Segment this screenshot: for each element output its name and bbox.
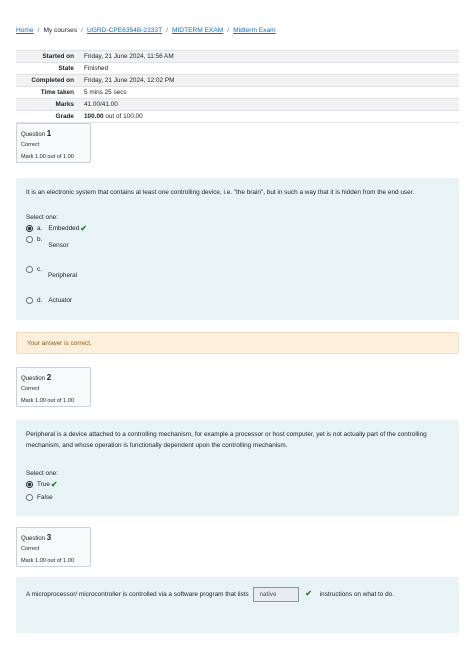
question-state: Correct [21,546,40,552]
answer-option-a[interactable] [26,224,449,235]
radio-button[interactable] [26,297,33,304]
select-one-prompt: Select one: [26,213,58,221]
answer-option-c[interactable] [26,265,449,282]
option-letter: d. [37,296,43,304]
summary-value: Friday, 21 June 2024, 12:02 PM [84,77,175,84]
question-2-info [16,367,91,407]
summary-row-grade [16,111,459,123]
breadcrumb-separator: / [81,27,83,34]
attempt-summary-table [16,50,459,123]
option-text: Peripheral [47,272,78,279]
summary-row-started [16,51,459,63]
question-number: Question 3 [21,533,52,542]
question-mark: Mark 1.00 out of 1.00 [21,398,74,404]
question-text [26,586,449,602]
question-3-formulation [16,577,459,633]
question-mark: Mark 1.00 out of 1.00 [21,154,74,160]
summary-label: Marks [55,101,74,108]
summary-label: State [58,65,74,72]
summary-label: Grade [55,113,74,120]
correct-check-icon: ✔ [80,224,87,233]
answer-input-field[interactable]: native [253,587,299,602]
answer-option-b[interactable] [26,235,449,252]
grade-value: 100.00 [84,113,104,120]
breadcrumb-section-link[interactable]: MIDTERM EXAM [171,27,224,34]
summary-label: Started on [42,53,74,60]
question-1-info [16,123,91,163]
radio-button[interactable] [26,266,33,273]
option-letter: a. [37,225,43,232]
radio-button-selected[interactable] [26,481,33,488]
breadcrumb-course-link[interactable]: UGRD-CPE6354B-2333T [87,27,163,34]
question-state: Correct [21,386,40,392]
option-text: False [37,494,53,501]
question-mark: Mark 1.00 out of 1.00 [21,558,74,564]
breadcrumb-my-courses: My courses [43,27,78,34]
breadcrumb-separator: / [166,27,168,34]
summary-value: Friday, 21 June 2024, 11:56 AM [84,53,174,60]
summary-row-state [16,63,459,75]
summary-label: Completed on [31,77,74,84]
question-text: Peripheral is a device attached to a controlling mechanism, for example a processor or host computer, yet is not actually part of the controlling mechanism, and whose operation is functionally dependent upon the controlling mechanism. [26,431,427,449]
summary-row-marks [16,99,459,111]
breadcrumb-separator: / [37,27,40,34]
breadcrumb-home-link[interactable]: Home [16,27,34,34]
summary-row-time-taken [16,87,459,99]
correct-check-icon: ✔ [305,589,312,598]
question-state: Correct [21,142,40,148]
summary-value [79,113,143,120]
summary-label: Time taken [40,89,74,96]
question-2-formulation [16,420,459,516]
question-text: It is an electronic system that contains at least one controlling device, i.e. "the brain", but in such a way that it is hidden from the end user. [26,189,415,196]
answer-option-d[interactable] [26,296,449,307]
breadcrumb-separator: / [227,27,230,34]
summary-value: 41.00/41.00 [84,101,118,108]
radio-button-selected[interactable] [26,225,33,232]
breadcrumb [16,25,276,36]
grade-out-of: out of 100.00 [103,113,143,120]
summary-value: 5 mins 25 secs [84,89,127,96]
option-text: Embedded [48,225,80,232]
select-one-prompt: Select one: [26,470,58,477]
breadcrumb-current-link[interactable]: Midterm Exam [233,27,276,34]
option-letter: b. [37,235,43,243]
correct-check-icon: ✔ [50,479,58,489]
question-number: Question 1 [21,129,52,138]
answer-option-false[interactable] [26,493,449,504]
question-text-before: A microprocessor/ microcontroller is controlled via a software program that lists [26,591,249,598]
question-1-formulation [16,178,459,320]
option-text: True [37,480,50,488]
summary-value: Finished [84,65,109,72]
question-number: Question 2 [21,373,52,382]
radio-button[interactable] [26,494,33,501]
option-letter: c. [37,266,42,273]
option-text: Actuator [48,296,73,304]
option-text: Sensor [48,241,69,249]
answer-option-true[interactable] [26,480,449,491]
question-text-after: instructions on what to do. [319,591,394,598]
radio-button[interactable] [26,236,33,243]
question-3-info [16,527,91,567]
answer-feedback: Your answer is correct. [16,332,459,354]
summary-row-completed [16,75,459,87]
